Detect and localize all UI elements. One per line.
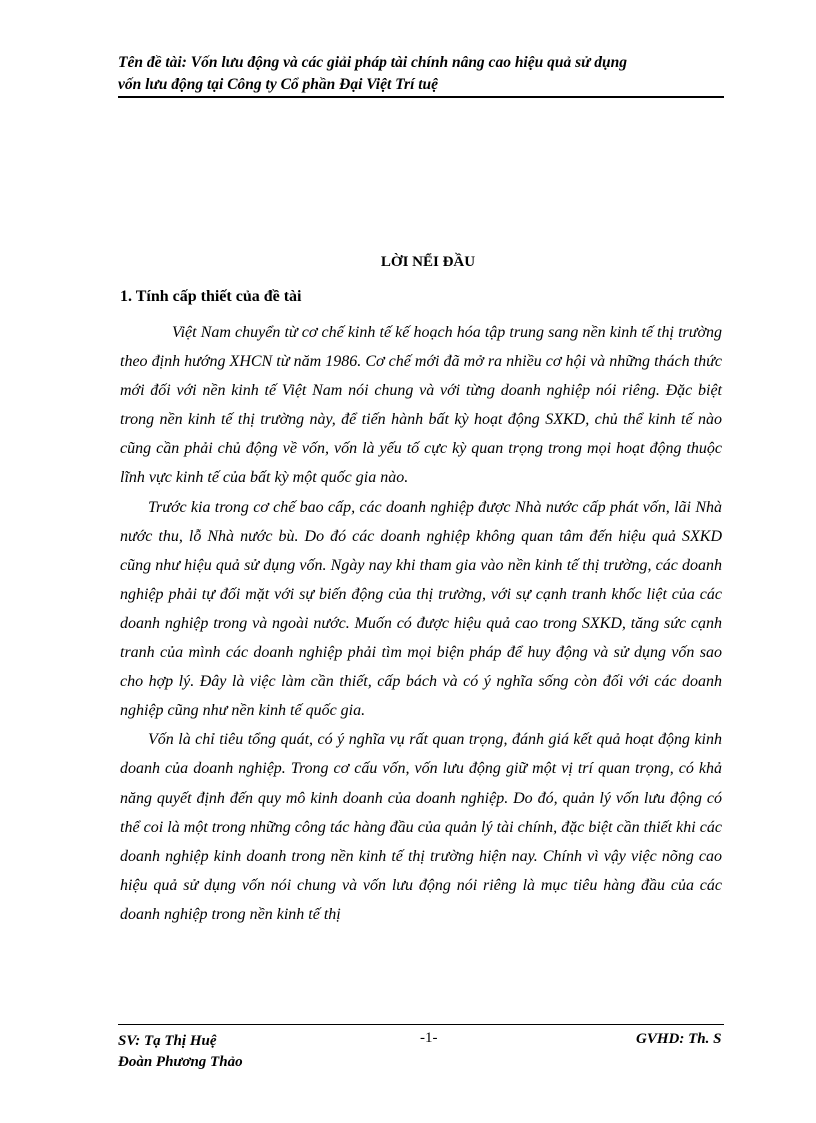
- paragraph: Việt Nam chuyển từ cơ chế kinh tế kế hoạch hóa tập trung sang nền kinh tế thị trường theo định hướng XHCN từ năm 1986. Cơ chế mới đã mở ra nhiều cơ hội và những thách thức mới đối với nền kinh tế Việt Nam nói chung và với từng doanh nghiệp nói riêng. Đặc biệt trong nền kinh tế thị trường này, để tiến hành bất kỳ hoạt động SXKD, chủ thể kinh tế nào cũng cần phải chủ động về vốn, vốn là yếu tố cực kỳ quan trọng trong mọi hoạt động thuộc lĩnh vực kinh tế của bất kỳ một quốc gia nào.: [120, 324, 722, 487]
- header-divider: [118, 96, 724, 98]
- footer-student-name-1: SV: Tạ Thị Huệ: [118, 1033, 217, 1049]
- document-header: [118, 52, 726, 96]
- footer-student: [118, 1031, 243, 1073]
- footer-student-name-2: Đoàn Phương Thảo: [118, 1054, 243, 1070]
- header-title-line-1: Tên đề tài: Vốn lưu động và các giải pháp tài chính nâng cao hiệu quả sử dụng: [118, 54, 628, 71]
- subheading: 1. Tính cấp thiết của đề tài: [120, 288, 302, 305]
- paragraph: Vốn là chỉ tiêu tổng quát, có ý nghĩa vụ rất quan trọng, đánh giá kết quả hoạt động kinh doanh của doanh nghiệp. Trong cơ cấu vốn, vốn lưu động giữ một vị trí quan trọng, có khả năng quyết định đến quy mô kinh doanh của doanh nghiệp. Do đó, quản lý vốn lưu động có thể coi là một trong những công tác hàng đầu của quản lý tài chính, đặc biệt cần thiết khi các doanh nghiệp kinh doanh trong nền kinh tế thị trường hiện nay. Chính vì vậy việc nõng cao hiệu quả sử dụng vốn nói chung và vốn lưu động nói riêng là mục tiêu hàng đầu của các doanh nghiệp trong nền kinh tế thị: [120, 731, 722, 923]
- page-number: -1-: [420, 1030, 438, 1046]
- footer-divider: [118, 1024, 724, 1025]
- body-text: [120, 318, 722, 929]
- section-title: [0, 254, 816, 271]
- paragraph: Trước kia trong cơ chế bao cấp, các doanh nghiệp được Nhà nước cấp phát vốn, lãi Nhà nước thu, lỗ Nhà nước bù. Do đó các doanh nghiệp không quan tâm đến hiệu quả SXKD cũng như hiệu quả sử dụng vốn. Ngày nay khi tham gia vào nền kinh tế thị trường, các doanh nghiệp phải tự đối mặt với sự biến động của thị trường, với sự cạnh tranh khốc liệt của các doanh nghiệp trong và ngoài nước. Muốn có được hiệu quả cao trong SXKD, tăng sức cạnh tranh của mình các doanh nghiệp phải tìm mọi biện pháp để huy động và sử dụng vốn sao cho hợp lý. Đây là việc làm cần thiết, cấp bách và có ý nghĩa sống còn đối với các doanh nghiệp cũng như nền kinh tế quốc gia.: [120, 498, 722, 720]
- footer-advisor: GVHD: Th. S: [636, 1031, 722, 1047]
- header-title-line-2: vốn lưu động tại Công ty Cổ phần Đại Việt Trí tuệ: [118, 76, 439, 93]
- section-title-text: LỜI NỂI ĐẦU: [380, 254, 476, 270]
